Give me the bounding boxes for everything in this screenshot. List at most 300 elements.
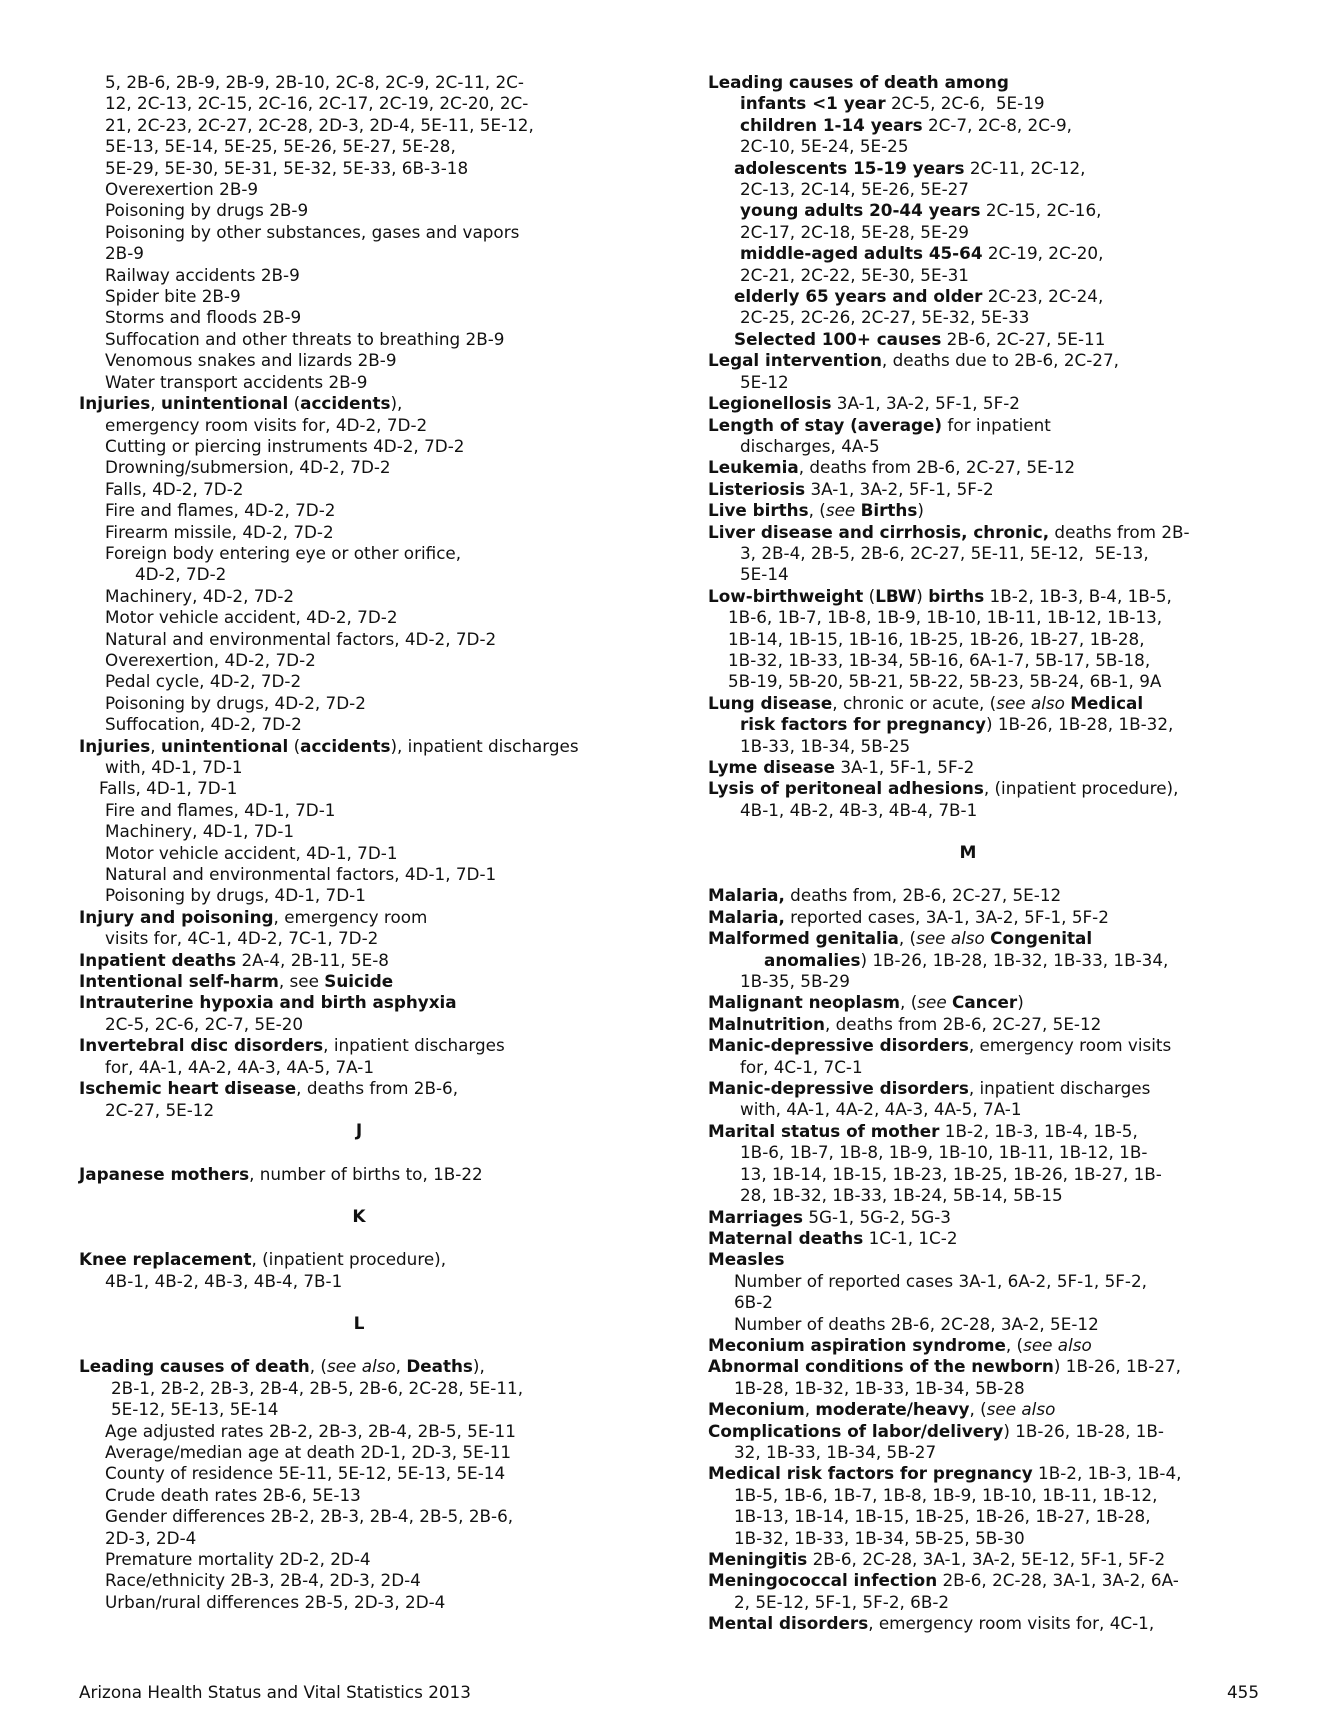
page-references: Overexertion, 4D-2, 7D-2 (105, 649, 316, 670)
page-references: 12, 2C-13, 2C-15, 2C-16, 2C-17, 2C-19, 2C-20, 2C- (105, 93, 529, 114)
index-term: Malformed genitalia (708, 928, 899, 949)
index-subentry-line (708, 436, 1228, 457)
page-references: Railway accidents 2B-9 (105, 264, 300, 285)
index-subentry-line (708, 329, 1228, 350)
index-term: Manic-depressive disorders (708, 1078, 969, 1099)
footer-publication-title: Arizona Health Status and Vital Statistics 2013 (79, 1682, 471, 1702)
index-entry-line (708, 992, 1228, 1013)
index-term: Ischemic heart disease (79, 1078, 297, 1099)
page-references: ( (288, 393, 301, 414)
page-references: for, 4A-1, 4A-2, 4A-3, 4A-5, 7A-1 (105, 1056, 375, 1077)
index-term: Leading causes of death among (708, 72, 1009, 92)
blank-line (79, 1185, 639, 1206)
page-references: Storms and floods 2B-9 (105, 307, 302, 328)
index-entry-line (708, 1249, 1228, 1270)
page-references: for, 4C-1, 7C-1 (740, 1056, 863, 1077)
page-references: 1B-2, 1B-3, B-4, 1B-5, (984, 585, 1172, 606)
index-subentry-line (79, 1271, 639, 1292)
index-entry-line (708, 72, 1228, 93)
page-references: 2C-11, 2C-12, (964, 157, 1086, 178)
page-references: , emergency room visits (968, 1035, 1172, 1056)
page-references: 5E-12, 5E-13, 5E-14 (111, 1399, 279, 1420)
page-references: 1B-14, 1B-15, 1B-16, 1B-25, 1B-26, 1B-27, 1B-28, (728, 628, 1145, 649)
page-references: Falls, 4D-2, 7D-2 (105, 478, 244, 499)
index-subentry-line (708, 971, 1228, 992)
page-references: 1B-33, 1B-34, 5B-25 (740, 735, 911, 756)
page-references: 4D-2, 7D-2 (135, 564, 227, 585)
index-subentry-line (79, 286, 639, 307)
page-references: 4B-1, 4B-2, 4B-3, 4B-4, 7B-1 (740, 799, 978, 820)
index-column-left (79, 72, 639, 1613)
index-subentry-line (79, 1485, 639, 1506)
index-subentry-line (79, 350, 639, 371)
index-term: Leading causes of death (79, 1356, 310, 1377)
section-letter-heading: M (959, 842, 977, 863)
page-references: Number of reported cases 3A-1, 6A-2, 5F-1, 5F-2, (734, 1270, 1147, 1291)
page-references: Suffocation and other threats to breathing 2B-9 (105, 328, 505, 349)
page-references: 2C-27, 5E-12 (105, 1099, 215, 1120)
index-subentry-line (79, 479, 639, 500)
index-term: Japanese mothers (79, 1163, 250, 1184)
index-term: Malaria, (708, 885, 785, 906)
page-references: Age adjusted rates 2B-2, 2B-3, 2B-4, 2B-5, 5E-11 (105, 1420, 516, 1441)
page-references: deaths from 2B- (1049, 521, 1190, 542)
page-references: Spider bite 2B-9 (105, 286, 241, 307)
page-references: 3A-1, 3A-2, 5F-1, 5F-2 (805, 478, 994, 499)
page-references: , (inpatient procedure), (983, 778, 1179, 799)
index-subentry-line (708, 543, 1228, 564)
page-references: , emergency room (273, 906, 428, 927)
page-references: , (395, 1356, 407, 1377)
index-term: Deaths (406, 1356, 473, 1377)
page-references: Poisoning by drugs 2B-9 (105, 200, 309, 221)
page-references: Poisoning by drugs, 4D-1, 7D-1 (105, 885, 366, 906)
index-subentry-line (708, 1528, 1228, 1549)
index-term: moderate/heavy (815, 1399, 970, 1420)
index-subentry-line (79, 671, 639, 692)
index-entry-line (708, 928, 1228, 949)
page-references: 6B-2 (734, 1292, 773, 1313)
index-subentry-line (708, 1314, 1228, 1335)
index-term: adolescents 15-19 years (734, 157, 965, 178)
page-references: 5B-19, 5B-20, 5B-21, 5B-22, 5B-23, 5B-24, 6B-1, 9A (728, 671, 1162, 692)
page-references: discharges, 4A-5 (740, 435, 880, 456)
index-subentry-line (79, 1570, 639, 1591)
index-entry-line (79, 950, 639, 971)
page-references: , inpatient discharges (968, 1078, 1151, 1099)
page-references: 5E-13, 5E-14, 5E-25, 5E-26, 5E-27, 5E-28, (105, 136, 456, 157)
index-subentry-line (79, 543, 639, 564)
index-entry-line (79, 1078, 639, 1099)
page-references: 2C-23, 2C-24, (982, 286, 1104, 307)
index-entry-line (708, 1463, 1228, 1484)
index-subentry-line (708, 629, 1228, 650)
index-entry-line (708, 693, 1228, 714)
cross-reference-note: see also (986, 1399, 1056, 1420)
blank-line (708, 821, 1228, 842)
index-subentry-line (79, 885, 639, 906)
page-references: 2C-19, 2C-20, (982, 243, 1104, 264)
index-subentry-line (79, 843, 639, 864)
index-entry-line (79, 1035, 639, 1056)
index-entry-line (708, 885, 1228, 906)
index-subentry-line (79, 1528, 639, 1549)
blank-line (79, 1292, 639, 1313)
index-entry-line (79, 992, 639, 1013)
index-entry-line (708, 479, 1228, 500)
index-subentry-line (79, 821, 639, 842)
index-subentry-line (708, 1506, 1228, 1527)
index-term: accidents (300, 735, 391, 756)
page-references: 1B-28, 1B-32, 1B-33, 1B-34, 5B-28 (734, 1377, 1025, 1398)
index-entry-line (708, 1228, 1228, 1249)
cross-reference-note: see also (996, 692, 1065, 713)
index-subentry-line (79, 693, 639, 714)
section-letter-heading: K (352, 1206, 366, 1227)
page-references: Poisoning by drugs, 4D-2, 7D-2 (105, 692, 366, 713)
page-references: 1B-5, 1B-6, 1B-7, 1B-8, 1B-9, 1B-10, 1B-11, 1B-12, (734, 1484, 1158, 1505)
index-term: Listeriosis (708, 478, 806, 499)
index-entry-line (708, 1014, 1228, 1035)
section-letter-heading: J (355, 1120, 363, 1141)
index-entry-line (708, 1570, 1228, 1591)
page-references: 2C-7, 2C-8, 2C-9, (922, 114, 1072, 135)
index-entry-line (79, 971, 639, 992)
page-references: ( (288, 735, 301, 756)
index-subentry-line (708, 1099, 1228, 1120)
page-references: , (150, 393, 161, 414)
index-term: Injury and poisoning (79, 906, 274, 927)
index-subentry-line (79, 1549, 639, 1570)
index-entry-line (708, 350, 1228, 371)
page-references: , (150, 735, 161, 756)
index-term: Marital status of mother (708, 1120, 940, 1141)
index-entry-line (708, 1121, 1228, 1142)
index-subentry-line (79, 372, 639, 393)
index-entry-line (708, 393, 1228, 414)
index-term: Malnutrition (708, 1013, 825, 1034)
index-term: Mental disorders (708, 1613, 869, 1634)
index-term: Maternal deaths (708, 1227, 864, 1248)
page-references: , ( (969, 1399, 987, 1420)
index-subentry-line (79, 1100, 639, 1121)
page-references: , see (278, 971, 325, 992)
index-subentry-line (708, 265, 1228, 286)
page-references: 2B-6, 2C-28, 3A-1, 3A-2, 5E-12, 5F-1, 5F-2 (807, 1549, 1166, 1569)
index-entry-line (708, 1356, 1228, 1377)
page-references: Overexertion 2B-9 (105, 179, 259, 200)
index-term: Selected 100+ causes (734, 328, 942, 349)
index-term: Complications of labor/delivery (708, 1420, 1004, 1441)
index-term: Meconium (708, 1399, 805, 1420)
page-references: ( (863, 585, 876, 606)
index-term: Intrauterine hypoxia and birth asphyxia (79, 992, 457, 1013)
index-term: infants <1 year (740, 93, 886, 114)
index-subentry-line (79, 457, 639, 478)
page-references: 2C-10, 5E-24, 5E-25 (740, 136, 909, 157)
index-subentry-line (708, 243, 1228, 264)
index-subentry-line (79, 714, 639, 735)
index-entry-line (708, 778, 1228, 799)
index-entry-line (708, 1421, 1228, 1442)
page-references: 1B-35, 5B-29 (740, 971, 850, 992)
index-term: Injuries (79, 393, 151, 414)
index-subentry-line (79, 1506, 639, 1527)
page-references: 2C-13, 2C-14, 5E-26, 5E-27 (740, 179, 969, 200)
index-subentry-line (708, 1485, 1228, 1506)
index-term: Live births (708, 500, 809, 521)
index-term: Abnormal conditions of the newborn (708, 1356, 1054, 1377)
page-references: Race/ethnicity 2B-3, 2B-4, 2D-3, 2D-4 (105, 1570, 421, 1591)
page-references: , inpatient discharges (323, 1035, 505, 1056)
index-subentry-line (79, 650, 639, 671)
index-term: Inpatient deaths (79, 949, 237, 970)
page-references: 2B-1, 2B-2, 2B-3, 2B-4, 2B-5, 2B-6, 2C-28, 5E-11, (111, 1377, 524, 1398)
index-entry-line (708, 1399, 1228, 1420)
page-references: 1B-6, 1B-7, 1B-8, 1B-9, 1B-10, 1B-11, 1B-12, 1B-13, (728, 607, 1163, 628)
index-subentry-line (708, 1292, 1228, 1313)
page-references: 1B-32, 1B-33, 1B-34, 5B-16, 6A-1-7, 5B-17, 5B-18, (728, 649, 1151, 670)
index-entry-line (79, 1249, 639, 1270)
page-references: 5, 2B-6, 2B-9, 2B-9, 2B-10, 2C-8, 2C-9, 2C-11, 2C- (105, 72, 524, 92)
index-subentry-line (708, 1164, 1228, 1185)
index-subentry-line (79, 179, 639, 200)
page-references: Average/median age at death 2D-1, 2D-3, 5E-11 (105, 1441, 512, 1462)
index-term: Meningitis (708, 1549, 808, 1569)
page-number: 455 (1226, 1682, 1259, 1702)
index-subentry-line (79, 1014, 639, 1035)
index-term: Marriages (708, 1206, 804, 1227)
page-references: 1B-2, 1B-3, 1B-4, 1B-5, (939, 1120, 1138, 1141)
page-references: 3A-1, 3A-2, 5F-1, 5F-2 (831, 393, 1020, 414)
index-subentry-line (79, 522, 639, 543)
index-entry-line (708, 1549, 1228, 1570)
index-subentry-line (708, 950, 1228, 971)
index-entry-line (708, 1335, 1228, 1356)
page-references: Natural and environmental factors, 4D-1, 7D-1 (105, 864, 497, 885)
index-term: Meconium aspiration syndrome (708, 1334, 1006, 1355)
index-subentry-line (79, 265, 639, 286)
page-references: Fire and flames, 4D-2, 7D-2 (105, 500, 336, 521)
page-references: 2C-25, 2C-26, 2C-27, 5E-32, 5E-33 (740, 307, 1030, 328)
page-references: , (inpatient procedure), (251, 1249, 447, 1270)
index-entry-line (708, 415, 1228, 436)
page-references: 2C-17, 2C-18, 5E-28, 5E-29 (740, 221, 969, 242)
cross-reference-note: see (825, 500, 856, 521)
index-subentry-line (79, 1057, 639, 1078)
index-column-right (708, 72, 1228, 1635)
page-references: , ( (1005, 1334, 1024, 1355)
blank-line (79, 1142, 639, 1163)
page-references: 2B-9 (105, 243, 144, 264)
section-letter-heading: L (353, 1313, 365, 1334)
index-term: children 1-14 years (740, 114, 923, 135)
index-term: Manic-depressive disorders (708, 1035, 969, 1056)
index-term: Malaria, (708, 906, 785, 927)
index-subentry-line (708, 286, 1228, 307)
page-references: ) 1B-26, 1B-28, 1B-32, (985, 714, 1174, 735)
index-term: Lysis of peritoneal adhesions (708, 778, 984, 799)
index-subentry-line (708, 372, 1228, 393)
index-entry-line (708, 586, 1228, 607)
index-term: Low-birthweight (708, 585, 864, 606)
page-references: Drowning/submersion, 4D-2, 7D-2 (105, 457, 391, 478)
page-references: Motor vehicle accident, 4D-2, 7D-2 (105, 607, 398, 628)
index-subentry-line (708, 1142, 1228, 1163)
index-subentry-line (79, 500, 639, 521)
index-entry-line (708, 757, 1228, 778)
index-entry-line (79, 1164, 639, 1185)
page-references: Foreign body entering eye or other orifice, (105, 542, 462, 563)
index-term: unintentional (160, 393, 289, 414)
index-subentry-line (708, 1378, 1228, 1399)
page-references: , deaths from 2B-6, 2C-27, 5E-12 (798, 457, 1076, 478)
index-subentry-line (708, 158, 1228, 179)
page-references: 2A-4, 2B-11, 5E-8 (236, 949, 389, 970)
index-term: Medical (1070, 692, 1144, 713)
index-subentry-line (79, 1399, 639, 1420)
index-term: middle-aged adults 45-64 (740, 243, 983, 264)
page-references: 32, 1B-33, 1B-34, 5B-27 (734, 1441, 937, 1462)
page-references: deaths from, 2B-6, 2C-27, 5E-12 (784, 885, 1062, 906)
index-term: Invertebral disc disorders (79, 1035, 324, 1056)
page-references: ) 1B-26, 1B-28, 1B-32, 1B-33, 1B-34, (860, 949, 1169, 970)
page-references: 5E-12 (740, 371, 789, 392)
page-references: , ( (900, 992, 918, 1013)
page-references: with, 4A-1, 4A-2, 4A-3, 4A-5, 7A-1 (740, 1099, 1022, 1120)
index-subentry-line (79, 564, 639, 585)
index-entry-line (708, 1207, 1228, 1228)
page-references: 1B-6, 1B-7, 1B-8, 1B-9, 1B-10, 1B-11, 1B-12, 1B- (740, 1142, 1148, 1163)
index-term: Legal intervention (708, 350, 882, 371)
page-references: ) (1017, 992, 1024, 1013)
cross-reference-note: see also (1023, 1334, 1092, 1355)
index-subentry-line (708, 736, 1228, 757)
index-entry-line (708, 1035, 1228, 1056)
index-term: Liver disease and cirrhosis, chronic, (708, 521, 1050, 542)
page-references: , deaths due to 2B-6, 2C-27, (881, 350, 1119, 371)
page-references: Poisoning by other substances, gases and vapors (105, 221, 520, 242)
index-term: LBW (875, 585, 917, 606)
index-subentry-line (79, 1421, 639, 1442)
index-term: Meningococcal infection (708, 1570, 938, 1591)
page-references: 28, 1B-32, 1B-33, 1B-24, 5B-14, 5B-15 (740, 1185, 1063, 1206)
page-references: 13, 1B-14, 1B-15, 1B-23, 1B-25, 1B-26, 1B-27, 1B- (740, 1163, 1162, 1184)
page-references: 2D-3, 2D-4 (105, 1527, 197, 1548)
index-subentry-line (708, 607, 1228, 628)
blank-line (79, 1335, 639, 1356)
index-subentry-line (708, 671, 1228, 692)
index-subentry-line (79, 436, 639, 457)
page-references: Suffocation, 4D-2, 7D-2 (105, 714, 302, 735)
index-term: risk factors for pregnancy (740, 714, 986, 735)
index-subentry-line (708, 179, 1228, 200)
page-references: 4B-1, 4B-2, 4B-3, 4B-4, 7B-1 (105, 1270, 343, 1291)
page-references: Motor vehicle accident, 4D-1, 7D-1 (105, 842, 398, 863)
index-term: Leukemia (708, 457, 799, 478)
page-references: , ( (309, 1356, 327, 1377)
index-subentry-line (79, 629, 639, 650)
index-term: Lung disease (708, 692, 833, 713)
page-references: , ( (898, 928, 917, 949)
index-term: Lyme disease (708, 757, 836, 777)
index-entry-line (708, 500, 1228, 521)
index-subentry-line (708, 93, 1228, 114)
cross-reference-note: see also (326, 1356, 396, 1377)
page-references: 5G-1, 5G-2, 5G-3 (803, 1206, 951, 1227)
page-references: 2, 5E-12, 5F-1, 5F-2, 6B-2 (734, 1591, 950, 1612)
page-references: ) (916, 585, 929, 606)
index-subentry-line (708, 1442, 1228, 1463)
index-term: Births (860, 500, 918, 521)
page-references: Machinery, 4D-1, 7D-1 (105, 821, 295, 842)
page-references: visits for, 4C-1, 4D-2, 7C-1, 7D-2 (105, 928, 379, 949)
page-references: Falls, 4D-1, 7D-1 (99, 778, 238, 799)
page-references: ), (390, 393, 403, 414)
page-references: Natural and environmental factors, 4D-2, 7D-2 (105, 628, 497, 649)
index-term: unintentional (160, 735, 289, 756)
index-subentry-line (708, 307, 1228, 328)
page-references: 5E-29, 5E-30, 5E-31, 5E-32, 5E-33, 6B-3-18 (105, 157, 469, 178)
page-references: Machinery, 4D-2, 7D-2 (105, 585, 295, 606)
index-subentry-line (79, 415, 639, 436)
index-subentry-line (79, 1442, 639, 1463)
page-references: 2C-21, 2C-22, 5E-30, 5E-31 (740, 264, 969, 285)
page-references: ), (472, 1356, 485, 1377)
page-references: 5E-14 (740, 564, 789, 585)
index-entry-line (708, 457, 1228, 478)
index-subentry-line (708, 714, 1228, 735)
index-subentry-line (79, 778, 639, 799)
index-entry-line (708, 907, 1228, 928)
page-references: with, 4D-1, 7D-1 (105, 757, 243, 777)
index-subentry-line (708, 115, 1228, 136)
index-subentry-line (708, 1185, 1228, 1206)
page-references: Water transport accidents 2B-9 (105, 371, 368, 392)
index-subentry-line (79, 200, 639, 221)
index-entry-line (79, 1356, 639, 1377)
page-references: Crude death rates 2B-6, 5E-13 (105, 1484, 361, 1505)
index-term: Measles (708, 1249, 785, 1270)
index-subentry-line (79, 115, 639, 136)
page-references: , chronic or acute, ( (832, 692, 997, 713)
index-subentry-line (79, 222, 639, 243)
index-subentry-line (708, 800, 1228, 821)
index-entry-line (708, 1078, 1228, 1099)
page-references: ), inpatient discharges (390, 735, 579, 756)
index-subentry-line (79, 1378, 639, 1399)
index-term: accidents (300, 393, 391, 414)
page-references: 21, 2C-23, 2C-27, 2C-28, 2D-3, 2D-4, 5E-11, 5E-12, (105, 114, 534, 135)
index-entry-line (79, 736, 639, 757)
page-references: 2C-5, 2C-6, 5E-19 (885, 93, 1045, 114)
index-subentry-line (708, 200, 1228, 221)
index-term: Intentional self-harm (79, 971, 279, 992)
page-references: Number of deaths 2B-6, 2C-28, 3A-2, 5E-12 (734, 1313, 1099, 1334)
index-subentry-line (79, 329, 639, 350)
index-subentry-line (79, 1463, 639, 1484)
page-references: 2C-15, 2C-16, (980, 200, 1102, 221)
index-term: Length of stay (average) (708, 414, 943, 435)
index-subentry-line (708, 136, 1228, 157)
page-references: 1B-13, 1B-14, 1B-15, 1B-25, 1B-26, 1B-27, 1B-28, (734, 1506, 1151, 1527)
page-references: , emergency room visits for, 4C-1, (868, 1613, 1155, 1634)
index-subentry-line (708, 564, 1228, 585)
index-subentry-line (79, 607, 639, 628)
index-subentry-line (79, 586, 639, 607)
blank-line (79, 1228, 639, 1249)
index-term: Congenital (990, 928, 1093, 949)
